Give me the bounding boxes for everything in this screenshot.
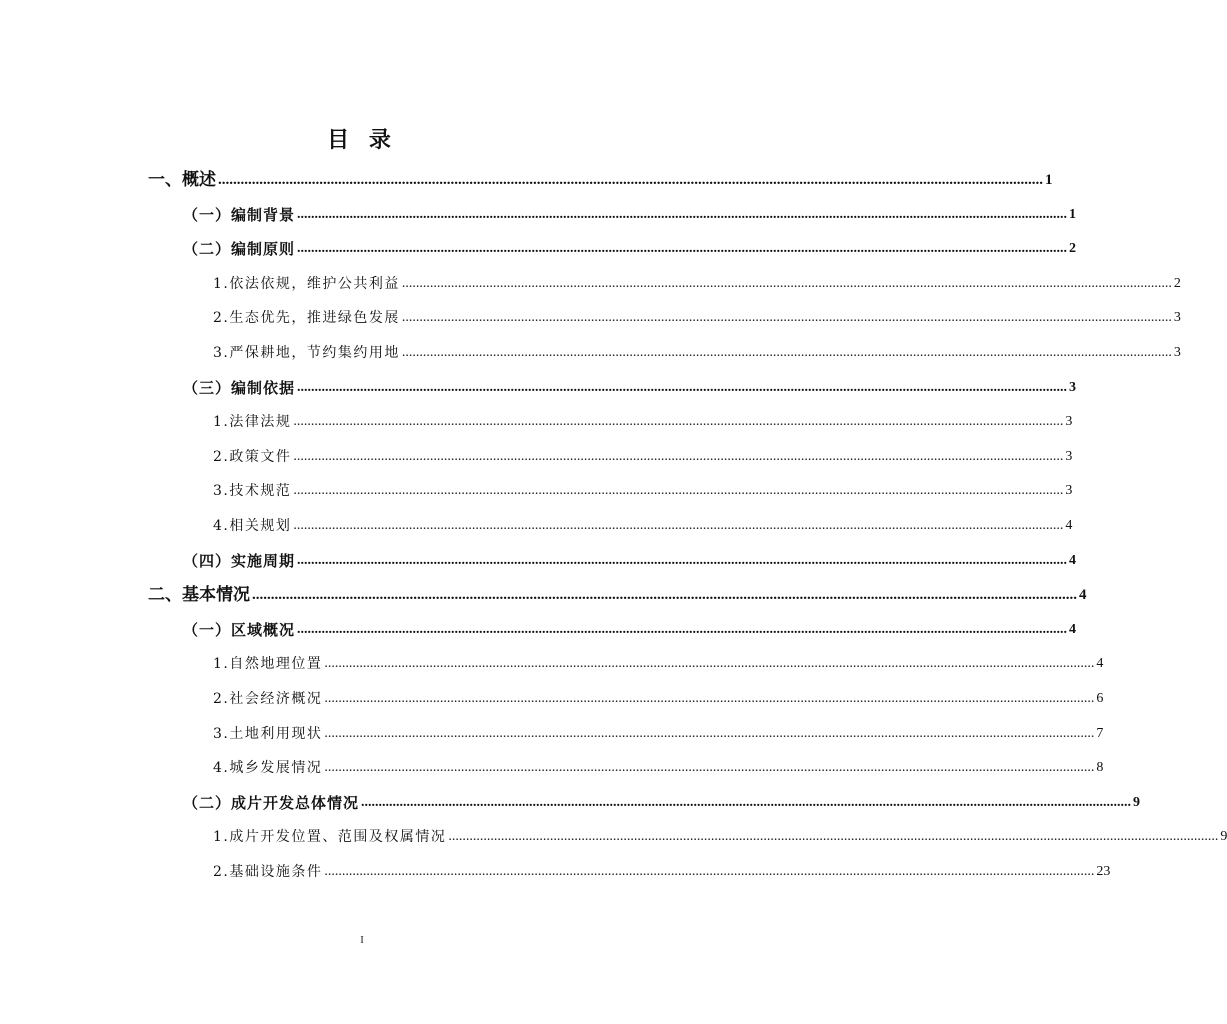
toc-entry-page: 4 (1065, 518, 1073, 533)
toc-entry-label: 3.土地利用现状 (213, 725, 323, 742)
toc-leader-dots: ............................................................................................................................................................................................................................ (401, 275, 1172, 291)
toc-entry-label: 一、概述 (148, 170, 216, 190)
toc-entry-label: 3.严保耕地，节约集约用地 (213, 345, 400, 361)
toc-leader-dots: ............................................................................................................................................................................................................................ (324, 864, 1095, 879)
toc-entry[interactable] (213, 339, 1181, 363)
toc-entry[interactable] (213, 858, 1111, 882)
toc-leader-dots: ............................................................................................................................................................................................................................ (448, 829, 1219, 845)
toc-entry-page: 4 (1096, 656, 1104, 672)
toc-entry-page: 1 (1045, 172, 1053, 188)
toc-entry[interactable] (213, 823, 1227, 847)
toc-entry-page: 3 (1069, 379, 1077, 395)
toc-entry-page: 3 (1173, 310, 1181, 326)
toc-leader-dots: ............................................................................................................................................................................................................................ (293, 483, 1064, 499)
toc-leader-dots: ............................................................................................................................................................................................................................ (293, 414, 1064, 430)
toc-leader-dots: ............................................................................................................................................................................................................................ (297, 241, 1068, 257)
toc-leader-dots: ............................................................................................................................................................................................................................ (297, 552, 1068, 568)
toc-entry-label: 4.城乡发展情况 (213, 760, 323, 777)
toc-leader-dots: ............................................................................................................................................................................................................................ (297, 379, 1068, 395)
toc-entry-label: （三）编制依据 (183, 378, 296, 397)
toc-entry-page: 3 (1173, 345, 1181, 360)
toc-leader-dots: ............................................................................................................................................................................................................................ (252, 587, 1077, 604)
toc-entry-label: （四）实施周期 (183, 551, 296, 570)
toc-entry-label: 1.依法依规，维护公共利益 (213, 275, 400, 292)
toc-leader-dots: ............................................................................................................................................................................................................................ (297, 621, 1068, 637)
toc-entry[interactable] (213, 650, 1104, 674)
toc-entry[interactable] (148, 166, 1053, 190)
toc-leader-dots: ............................................................................................................................................................................................................................ (218, 172, 1043, 188)
toc-leader-dots: ............................................................................................................................................................................................................................ (293, 448, 1064, 464)
toc-entry[interactable] (213, 408, 1073, 432)
toc-entry-label: 2.生态优先，推进绿色发展 (213, 310, 400, 327)
toc-leader-dots: ............................................................................................................................................................................................................................ (361, 794, 1132, 810)
toc-entry-page: 6 (1096, 691, 1104, 706)
toc-entry[interactable] (213, 477, 1073, 501)
toc-leader-dots: ............................................................................................................................................................................................................................ (297, 206, 1068, 222)
toc-entry[interactable] (183, 616, 1077, 640)
toc-entry-label: （二）编制原则 (183, 240, 296, 259)
toc-entry[interactable] (183, 374, 1077, 398)
toc-entry-page: 1 (1069, 206, 1077, 222)
toc-entry[interactable] (213, 512, 1073, 536)
toc-entry-label: （一）区域概况 (183, 620, 296, 639)
toc-entry-label: 4.相关规划 (213, 518, 292, 534)
toc-entry-page: 4 (1069, 621, 1077, 637)
toc-entry-page: 23 (1096, 864, 1111, 879)
toc-entry[interactable] (213, 304, 1181, 328)
toc-leader-dots: ............................................................................................................................................................................................................................ (401, 310, 1172, 326)
toc-entry-label: （二）成片开发总体情况 (183, 793, 360, 812)
toc-entry[interactable] (213, 443, 1073, 467)
toc-entry-page: 3 (1065, 414, 1073, 430)
toc-entry-page: 3 (1065, 483, 1073, 499)
toc-entry-page: 9 (1220, 829, 1227, 845)
toc-entry-page: 2 (1069, 241, 1077, 257)
toc-entry-label: 2.基础设施条件 (213, 864, 323, 880)
toc-entry-page: 9 (1133, 794, 1141, 810)
toc-entry-label: 3.技术规范 (213, 483, 292, 500)
toc-entry-label: 1.法律法规 (213, 414, 292, 431)
toc-entry-label: 1.成片开发位置、范围及权属情况 (213, 829, 447, 846)
toc-leader-dots: ............................................................................................................................................................................................................................ (324, 656, 1095, 672)
toc-entry[interactable] (213, 685, 1104, 709)
toc-entry[interactable] (148, 581, 1087, 606)
toc-entry-page: 4 (1069, 552, 1077, 568)
toc-entry[interactable] (183, 789, 1141, 813)
toc-entry[interactable] (213, 270, 1181, 294)
toc-leader-dots: ............................................................................................................................................................................................................................ (324, 691, 1095, 706)
toc-entry-label: 1.自然地理位置 (213, 656, 323, 673)
toc-entry[interactable] (183, 201, 1077, 225)
toc-entry[interactable] (183, 235, 1077, 259)
toc-title: 目 录 (327, 128, 397, 153)
toc-entry-page: 7 (1096, 725, 1104, 741)
toc-leader-dots: ............................................................................................................................................................................................................................ (293, 518, 1064, 533)
toc-entry-label: 2.社会经济概况 (213, 691, 323, 707)
toc-entry-page: 4 (1079, 587, 1087, 604)
toc-entry-label: （一）编制背景 (183, 205, 296, 224)
toc-leader-dots: ............................................................................................................................................................................................................................ (324, 760, 1095, 776)
toc-leader-dots: ............................................................................................................................................................................................................................ (401, 345, 1172, 360)
toc-entry-label: 二、基本情况 (148, 585, 250, 606)
toc-entry[interactable] (213, 754, 1104, 778)
page-number-footer: I (360, 935, 364, 946)
toc-entry[interactable] (183, 547, 1077, 571)
toc-leader-dots: ............................................................................................................................................................................................................................ (324, 725, 1095, 741)
toc-entry-label: 2.政策文件 (213, 448, 292, 465)
toc-entry[interactable] (213, 720, 1104, 744)
toc-entry-page: 2 (1173, 275, 1181, 291)
toc-entry-page: 8 (1096, 760, 1104, 776)
toc-entry-page: 3 (1065, 448, 1073, 464)
